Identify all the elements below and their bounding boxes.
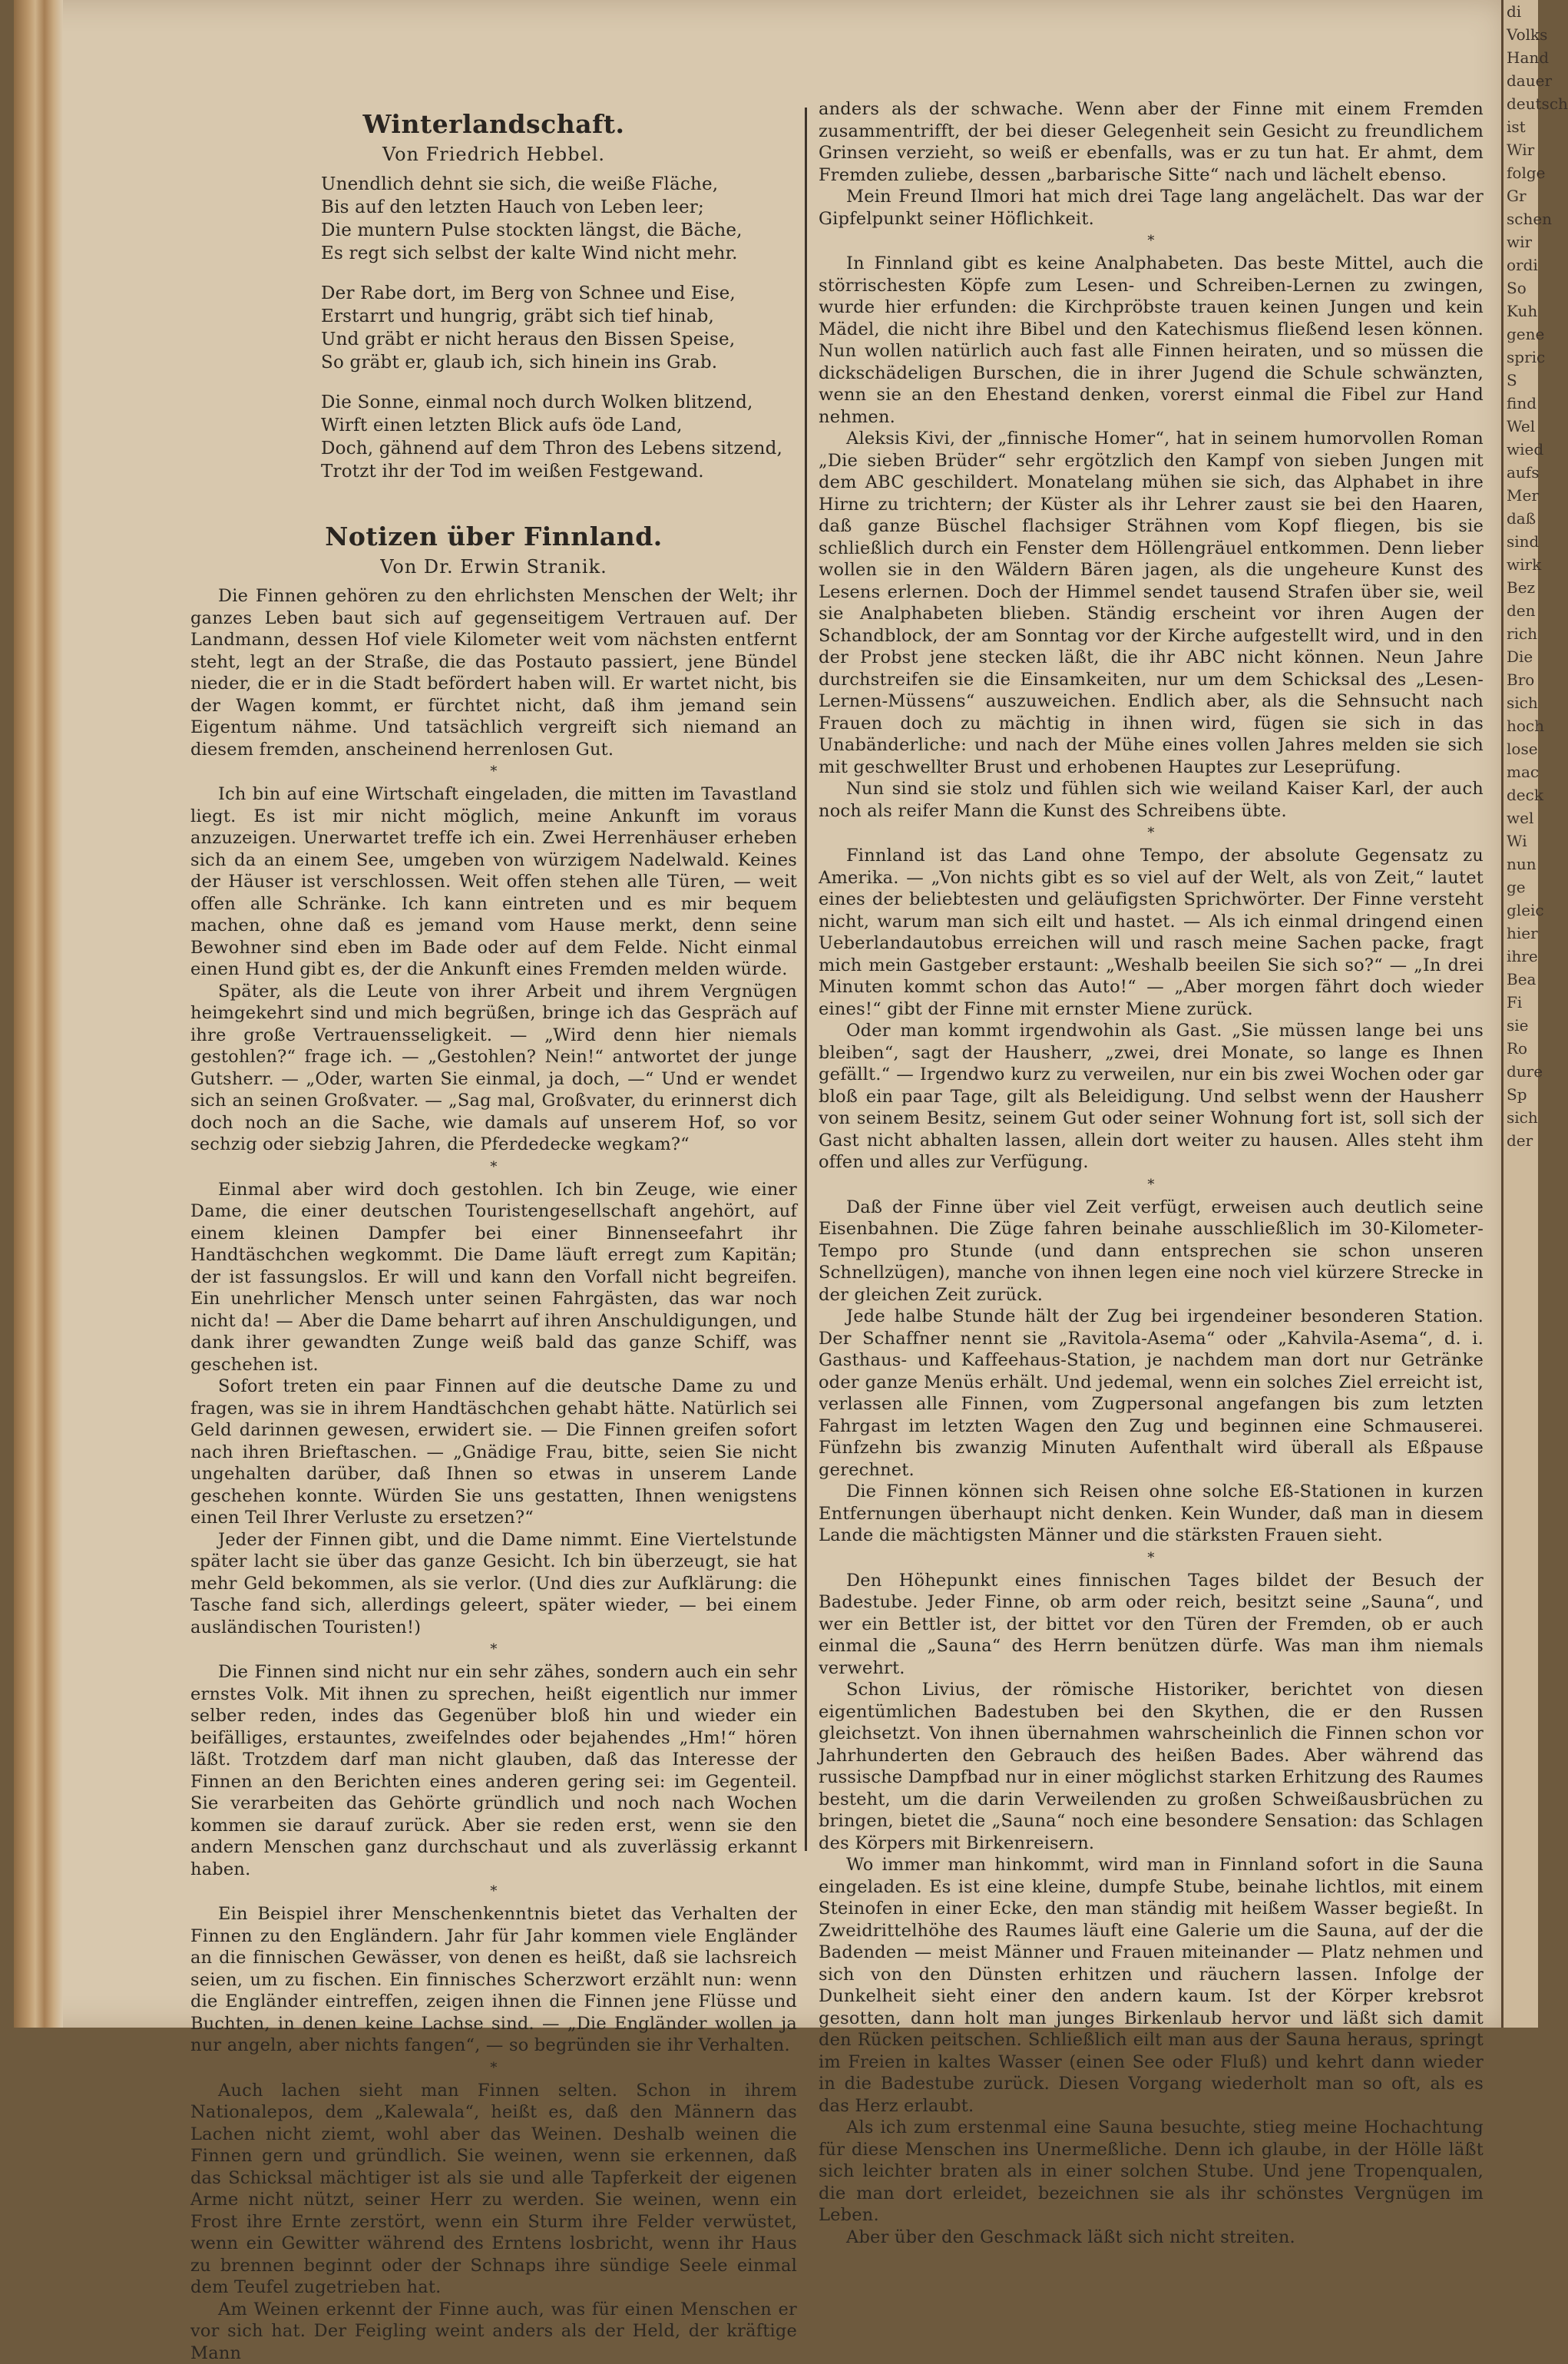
- verse-line: Die Sonne, einmal noch durch Wolken blitzend,: [321, 391, 797, 414]
- text-fragment: gleic: [1503, 899, 1538, 922]
- stanza: [321, 282, 797, 374]
- text-fragment: Wi: [1503, 829, 1538, 853]
- article-title: Notizen über Finnland.: [190, 526, 797, 548]
- binding-edge: [14, 0, 63, 2028]
- text-fragment: Mer: [1503, 484, 1538, 507]
- poem-byline: Von Friedrich Hebbel.: [190, 144, 797, 166]
- paragraph: Die Finnen sind nicht nur ein sehr zähes, sondern auch ein sehr ernstes Volk. Mit ihnen zu sprechen, heißt eigentlich nur immer selber reden, indes das Gegenüber bloß hin und wieder ein beifälliges, erstauntes, zweifelndes oder bejahendes „Hm!“ hören läßt. Trotzdem darf man nicht glauben, daß das Interesse der Finnen an den Berichten eines anderen gering sei: im Gegenteil. Sie verarbeiten das Gehörte gründlich und noch nach Wochen kommen sie darauf zurück. Aber sie reden erst, wenn sie den andern Menschen ganz durchschaut und als zuverlässig erkannt haben.: [190, 1661, 797, 1880]
- paragraph: Ein Beispiel ihrer Menschenkenntnis bietet das Verhalten der Finnen zu den Engländern. Jahr für Jahr kommen viele Engländer an die finnischen Gewässer, von denen es heißt, daß sie lachsreich seien, um zu fischen. Ein finnisches Scherzwort erzählt nun: wenn die Engländer eintreffen, zeigen ihnen die Finnen jene Flüsse und Buchten, in denen keine Lachse sind. — „Die Engländer wollen ja nur angeln, aber nichts fangen“, — so begründen sie ihr Verhalten.: [190, 1903, 797, 2057]
- text-fragment: dure: [1503, 1060, 1538, 1083]
- poem: [321, 173, 797, 483]
- paragraph: Ich bin auf eine Wirtschaft eingeladen, die mitten im Tavastland liegt. Es ist mir nicht möglich, meine Ankunft im voraus anzuzeigen. Unerwartet treffe ich ein. Zwei Herrenhäuser erheben sich da an einem See, umgeben von würzigem Nadelwald. Keines der Häuser ist verschlossen. Weit offen stehen alle Türen, — weit offen alle Schränke. Ich kann eintreten und es mir bequem machen, ohne daß es jemand vom Hause merkt, denn seine Bewohner sind eben im Bade oder auf dem Felde. Nicht einmal einen Hund gibt es, der die Ankunft eines Fremden melden würde.: [190, 783, 797, 981]
- text-fragment: Ro: [1503, 1037, 1538, 1060]
- paragraph: Aleksis Kivi, der „finnische Homer“, hat in seinem humorvollen Roman „Die sieben Brüder“ sehr ergötzlich den Kampf von sieben Jungen mit dem ABC geschildert. Monatelang mühen sie sich, das Alphabet in ihre Hirne zu trichtern; der Küster als ihr Lehrer zaust sie bei den Haaren, daß ganze Büschel flachsiger Strähnen vom Kopf fliegen, bis sie schließlich durch ein Fenster dem Höllengräuel entkommen. Denn lieber wollen sie in den Wäldern Bären jagen, als die ungeheure Kunst des Lesens erlernen. Doch der Himmel sendet tausend Strafen über sie, weil sie Analphabeten blieben. Ständig erscheint vor ihren Augen der Schandblock, der am Sonntag vor der Kirche aufgestellt wird, und in den der Probst jene stecken läßt, die ihr ABC nicht können. Neun Jahre durchstreifen sie die Einsamkeiten, nur um dem Schicksal des „Lesen-Lernen-Müssens“ auszuweichen. Endlich aber, als die Sehnsucht nach Frauen doch zu mächtig in ihnen wird, fügen sie sich in das Unabänderliche: und nach der Mühe eines vollen Jahres melden sie sich mit geschwellter Brust und erhobenen Hauptes zur Leseprüfung.: [819, 428, 1484, 778]
- text-fragment: find: [1503, 392, 1538, 415]
- section-separator: *: [190, 1157, 797, 1177]
- text-fragment: hier: [1503, 922, 1538, 945]
- text-fragment: lose: [1503, 737, 1538, 760]
- text-fragment: Bea: [1503, 968, 1538, 991]
- stanza: [321, 391, 797, 483]
- text-fragment: sie: [1503, 1014, 1538, 1037]
- paragraph: Auch lachen sieht man Finnen selten. Schon in ihrem Nationalepos, dem „Kalewala“, heißt es, daß den Männern das Lachen nicht ziemt, wohl aber das Weinen. Deshalb weinen die Finnen gern und gründlich. Sie weinen, wenn sie erkennen, daß das Schicksal mächtiger ist als sie und alle Tapferkeit der eigenen Arme nicht nützt, seiner Herr zu werden. Sie weinen, wenn ein Frost ihre Ernte zerstört, wenn ein Sturm ihre Felder verwüstet, wenn ein Gewitter während des Erntens losbricht, wenn ihr Haus zu brennen beginnt oder der Schnaps ihre sündige Seele einmal dem Teufel zugetrieben hat.: [190, 2080, 797, 2299]
- text-fragment: wied: [1503, 438, 1538, 461]
- verse-line: So gräbt er, glaub ich, sich hinein ins Grab.: [321, 351, 797, 374]
- paragraph: Aber über den Geschmack läßt sich nicht streiten.: [819, 2227, 1484, 2249]
- verse-line: Wirft einen letzten Blick aufs öde Land,: [321, 414, 797, 437]
- text-fragment: Wel: [1503, 415, 1538, 438]
- text-fragment: aufs: [1503, 461, 1538, 484]
- section-separator: *: [819, 1175, 1484, 1195]
- text-fragment: Die: [1503, 645, 1538, 668]
- paragraph: Einmal aber wird doch gestohlen. Ich bin Zeuge, wie einer Dame, die einer deutschen Touristengesellschaft angehört, auf einem kleinen Dampfer bei einer Binnenseefahrt ihr Handtäschchen wegkommt. Die Dame läuft erregt zum Kapitän; der ist fassungslos. Er will und kann den Vorfall nicht begreifen. Ein unehrlicher Mensch unter seinen Fahrgästen, das war noch nicht da! — Aber die Dame beharrt auf ihren Anschuldigungen, und dank ihrer gewandten Zunge weiß bald das ganze Schiff, was geschehen ist.: [190, 1179, 797, 1376]
- newspaper-page: [14, 0, 1505, 2028]
- text-fragment: wirk: [1503, 553, 1538, 576]
- section-separator: *: [190, 1640, 797, 1660]
- text-fragment: den: [1503, 599, 1538, 622]
- text-fragment: sich: [1503, 691, 1538, 714]
- section-separator: *: [190, 2058, 797, 2078]
- verse-line: Trotzt ihr der Tod im weißen Festgewand.: [321, 460, 797, 483]
- text-fragment: ist: [1503, 115, 1538, 138]
- text-fragment: hoch: [1503, 714, 1538, 737]
- text-fragment: der: [1503, 1129, 1538, 1152]
- verse-line: Die muntern Pulse stockten längst, die Bäche,: [321, 219, 797, 242]
- text-fragment: Hand: [1503, 46, 1538, 69]
- section-separator: *: [819, 1548, 1484, 1568]
- text-fragment: spric: [1503, 346, 1538, 369]
- verse-line: Erstarrt und hungrig, gräbt sich tief hinab,: [321, 305, 797, 328]
- text-fragment: Bez: [1503, 576, 1538, 599]
- article-body-right: [819, 186, 1484, 2248]
- text-fragment: daß: [1503, 507, 1538, 530]
- text-fragment: schen: [1503, 207, 1538, 230]
- text-fragment: sich: [1503, 1106, 1538, 1129]
- text-fragment: Gr: [1503, 184, 1538, 207]
- text-fragment: folge: [1503, 161, 1538, 184]
- text-fragment: ihre: [1503, 945, 1538, 968]
- text-fragment: deck: [1503, 783, 1538, 806]
- section-separator: *: [819, 231, 1484, 251]
- text-fragment: gene: [1503, 323, 1538, 346]
- paragraph: Später, als die Leute von ihrer Arbeit und ihrem Vergnügen heimgekehrt sind und mich begrüßen, bringe ich das Gespräch auf ihre große Vertrauensseligkeit. — „Wird denn hier niemals gestohlen?“ frage ich. — „Gestohlen? Nein!“ antwortet der junge Gutsherr. — „Oder, warten Sie einmal, ja doch, —“ Und er wendet sich an seinen Großvater. — „Sag mal, Großvater, du erinnerst dich doch noch an die Sache, wie damals auf unserem Hof, so vor sechzig oder siebzig Jahren, die Pferdedecke wegkam?“: [190, 981, 797, 1156]
- text-fragment: Volks: [1503, 23, 1538, 46]
- paragraph: Sofort treten ein paar Finnen auf die deutsche Dame zu und fragen, was sie in ihrem Handtäschchen gehabt hätte. Natürlich sei Geld darinnen gewesen, erwidert sie. — Die Finnen greifen sofort nach ihren Brieftaschen. — „Gnädige Frau, bitte, seien Sie nicht ungehalten darüber, daß Ihnen so etwas in unserem Lande geschehen konnte. Würden Sie uns gestatten, Ihnen wenigstens einen Teil Ihrer Verluste zu ersetzen?“: [190, 1376, 797, 1529]
- verse-line: Unendlich dehnt sie sich, die weiße Fläche,: [321, 173, 797, 196]
- paragraph: anders als der schwache. Wenn aber der Finne mit einem Fremden zusammentrifft, der bei dieser Gelegenheit sein Gesicht zu freundlichem Grinsen verzieht, so weiß er ebenfalls, was er zu tun hat. Er ahmt, dem Fremden zuliebe, dessen „barbarische Sitte“ nach und lächelt ebenso.: [819, 98, 1484, 186]
- text-fragment: nun: [1503, 853, 1538, 876]
- text-fragment: wir: [1503, 230, 1538, 253]
- paragraph: Nun sind sie stolz und fühlen sich wie weiland Kaiser Karl, der auch noch als reifer Mann die Kunst des Schreibens übte.: [819, 778, 1484, 822]
- column-rule: [805, 108, 807, 1851]
- adjacent-page-edge: [1501, 0, 1538, 2028]
- text-fragment: Kuh: [1503, 300, 1538, 323]
- paragraph: Schon Livius, der römische Historiker, berichtet von diesen eigentümlichen Badestuben bei den Skythen, die er den Russen gleichsetzt. Von ihnen übernahmen wahrscheinlich die Finnen schon vor Jahrhunderten den Gebrauch des heißen Bades. Aber während das russische Dampfbad nur in einer möglichst starken Erhitzung des Raumes besteht, um die darin Verweilenden zu großen Schweißausbrüchen zu bringen, bietet die „Sauna“ noch eine besondere Sensation: das Schlagen des Körpers mit Birkenreisern.: [819, 1679, 1484, 1854]
- verse-line: Doch, gähnend auf dem Thron des Lebens sitzend,: [321, 437, 797, 460]
- section-separator: *: [190, 1882, 797, 1902]
- paragraph: Die Finnen können sich Reisen ohne solche Eß-Stationen in kurzen Entfernungen überhaupt nicht denken. Kein Wunder, daß man in diesem Lande die mächtigsten Männer und die stärksten Frauen sieht.: [819, 1481, 1484, 1547]
- text-fragment: Sp: [1503, 1083, 1538, 1106]
- paragraph: In Finnland gibt es keine Analphabeten. Das beste Mittel, auch die störrischesten Köpfe zum Lesen- und Schreiben-Lernen zu zwingen, wurde hier erfunden: die Kirchpröbste trauen keinen Jungen und kein Mädel, die nicht ihre Bibel und den Katechismus fließend lesen können. Nun wollen natürlich auch fast alle Finnen heiraten, und so müssen die dickschädeligen Burschen, die in ihrer Jugend die Schule schwänzten, wenn sie an den Ehestand denken, vorerst einmal die Fibel zur Hand nehmen.: [819, 253, 1484, 428]
- text-fragment: Bro: [1503, 668, 1538, 691]
- paragraph: Jeder der Finnen gibt, und die Dame nimmt. Eine Viertelstunde später lacht sie über das ganze Gesicht. Ich bin überzeugt, sie hat mehr Geld bekommen, als sie verlor. (Und dies zur Aufklärung: die Tasche fand sich, allerdings geleert, später wieder, — bei einem ausländischen Touristen!): [190, 1529, 797, 1639]
- text-fragment: rich: [1503, 622, 1538, 645]
- text-fragment: S: [1503, 369, 1538, 392]
- paragraph: Den Höhepunkt eines finnischen Tages bildet der Besuch der Badestube. Jeder Finne, ob arm oder reich, besitzt seine „Sauna“, und wer ein Bettler ist, der bittet vor den Türen der Fremden, ob er auch einmal die „Sauna“ des Herrn benützen dürfe. Was man ihm niemals verwehrt.: [819, 1570, 1484, 1680]
- paragraph: Als ich zum erstenmal eine Sauna besuchte, stieg meine Hochachtung für diese Menschen ins Unermeßliche. Denn ich glaube, in der Hölle läßt sich leichter braten als in einer solchen Stube. Und jene Tropenqualen, die man dort erleidet, bezeichnen sie als ihr schönstes Vergnügen im Leben.: [819, 2117, 1484, 2227]
- verse-line: Und gräbt er nicht heraus den Bissen Speise,: [321, 328, 797, 351]
- text-fragment: Fi: [1503, 991, 1538, 1014]
- paragraph: Daß der Finne über viel Zeit verfügt, erweisen auch deutlich seine Eisenbahnen. Die Züge fahren beinahe ausschließlich im 30-Kilometer-Tempo pro Stunde (und dann entsprechen sie schon unseren Schnellzügen), manche von ihnen legen eine noch viel kürzere Strecke in der gleichen Zeit zurück.: [819, 1197, 1484, 1306]
- paragraph: Die Finnen gehören zu den ehrlichsten Menschen der Welt; ihr ganzes Leben baut sich auf gegenseitigem Vertrauen auf. Der Landmann, dessen Hof viele Kilometer weit vom nächsten entfernt steht, legt an der Straße, die das Postauto passiert, jene Bündel nieder, die er in die Stadt befördert haben will. Er wartet nicht, bis der Wagen kommt, er fürchtet nicht, daß ihm jemand sein Eigentum nähme. Und tatsächlich vergreift sich niemand an diesem fremden, anscheinend herrenlosen Gut.: [190, 585, 797, 760]
- text-fragment: deutsch: [1503, 92, 1538, 115]
- poem-title: Winterlandschaft.: [190, 114, 797, 136]
- paragraph: Oder man kommt irgendwohin als Gast. „Sie müssen lange bei uns bleiben“, sagt der Hausherr, „zwei, drei Monate, so lange es Ihnen gefällt.“ — Irgendwo kurz zu verweilen, nur ein bis zwei Wochen oder gar bloß ein paar Tage, gilt als Beleidigung. Und selbst wenn der Hausherr von seinem Besitz, seinem Gut oder seiner Wohnung fort ist, soll sich der Gast nicht abhalten lassen, allein dort weiter zu hausen. Alles steht ihm offen und alles zur Verfügung.: [819, 1020, 1484, 1174]
- paragraph: Am Weinen erkennt der Finne auch, was für einen Menschen er vor sich hat. Der Feigling weint anders als der Held, der kräftige Mann: [190, 2299, 797, 2364]
- text-fragment: ge: [1503, 876, 1538, 899]
- text-fragment: ordi: [1503, 253, 1538, 276]
- paragraph: Jede halbe Stunde hält der Zug bei irgendeiner besonderen Station. Der Schaffner nennt sie „Ravitola-Asema“ oder „Kahvila-Asema“, d. i. Gasthaus- und Kaffeehaus-Station, je nachdem man dort nur Getränke oder ganze Menüs erhält. Und jedemal, wenn ein solches Ziel erreicht ist, verlassen alle Finnen, vom Zugpersonal angefangen bis zum letzten Fahrgast im letzten Wagen den Zug und beginnen eine Schmauserei. Fünfzehn bis zwanzig Minuten Aufenthalt wird überall als Eßpause gerechnet.: [819, 1306, 1484, 1481]
- verse-line: Bis auf den letzten Hauch von Leben leer;: [321, 196, 797, 219]
- text-fragment: di: [1503, 0, 1538, 23]
- verse-line: Der Rabe dort, im Berg von Schnee und Eise,: [321, 282, 797, 305]
- paragraph: Wo immer man hinkommt, wird man in Finnland sofort in die Sauna eingeladen. Es ist eine kleine, dumpfe Stube, beinahe lichtlos, mit einem Steinofen in einer Ecke, den man ständig mit heißem Wasser begießt. In Zweidrittelhöhe des Raumes läuft eine Galerie um die Sauna, auf der die Badenden — meist Männer und Frauen miteinander — Platz nehmen und sich von den Dünsten erhitzen und räuchern lassen. Infolge der Dunkelheit sieht einer den andern kaum. Ist der Körper krebsrot gesotten, dann holt man junges Birkenlaub hervor und läßt sich damit den Rücken peitschen. Schließlich eilt man aus der Sauna heraus, springt im Freien in kaltes Wasser (einen See oder Fluß) und kehrt dann wieder in die Badestube zurück. Diesen Vorgang wiederholt man so oft, als es das Herz erlaubt.: [819, 1854, 1484, 2117]
- section-separator: *: [190, 762, 797, 782]
- adjacent-page-text: [1503, 0, 1538, 1152]
- section-separator: *: [819, 823, 1484, 843]
- text-fragment: dauer: [1503, 69, 1538, 92]
- paragraph: Finnland ist das Land ohne Tempo, der absolute Gegensatz zu Amerika. — „Von nichts gibt es so viel auf der Welt, als von Zeit,“ lautet eines der beliebtesten und geläufigsten Sprichwörter. Der Finne versteht nicht, warum man sich eilt und hastet. — Als ich einmal dringend einen Ueberlandautobus erreichen will und rasch meine Sachen packe, fragt mich mein Gastgeber erstaunt: „Weshalb beeilen Sie sich so?“ — „In drei Minuten kommt schon das Auto!“ — „Aber morgen fährt doch wieder eines!“ gibt der Finne mit ernster Miene zurück.: [819, 845, 1484, 1020]
- text-fragment: mac: [1503, 760, 1538, 783]
- article-body-left: [190, 585, 797, 2364]
- right-column: [819, 98, 1484, 2248]
- text-fragment: wel: [1503, 806, 1538, 829]
- left-column: [190, 108, 797, 2364]
- article-byline: Von Dr. Erwin Stranik.: [190, 556, 797, 578]
- verse-line: Es regt sich selbst der kalte Wind nicht mehr.: [321, 242, 797, 265]
- text-fragment: sind: [1503, 530, 1538, 553]
- paragraph: Mein Freund Ilmori hat mich drei Tage lang angelächelt. Das war der Gipfelpunkt seiner Höflichkeit.: [819, 186, 1484, 230]
- stanza: [321, 173, 797, 265]
- text-fragment: Wir: [1503, 138, 1538, 161]
- text-fragment: So: [1503, 276, 1538, 300]
